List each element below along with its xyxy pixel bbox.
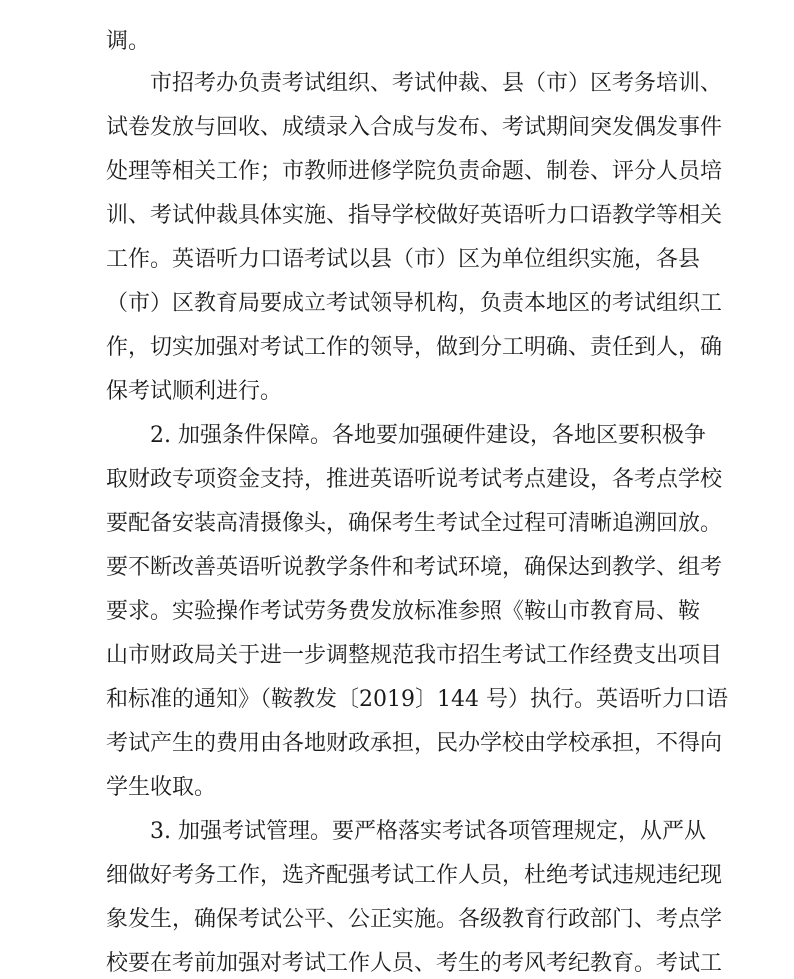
text-line: 取财政专项资金支持，推进英语听说考试考点建设，各考点学校: [106, 467, 723, 492]
text-line: 细做好考务工作，选齐配强考试工作人员，杜绝考试违规违纪现: [106, 863, 723, 888]
text-line: 象发生，确保考试公平、公正实施。各级教育行政部门、考点学: [106, 907, 723, 932]
text-line: 市招考办负责考试组织、考试仲裁、县（市）区考务培训、: [150, 71, 723, 96]
text-line: 要不断改善英语听说教学条件和考试环境，确保达到教学、组考: [106, 555, 723, 580]
text-line: 要配备安装高清摄像头，确保考生考试全过程可清晰追溯回放。: [106, 511, 723, 536]
text-line: 训、考试仲裁具体实施、指导学校做好英语听力口语教学等相关: [106, 203, 723, 228]
text-line: 要求。实验操作考试劳务费发放标准参照《鞍山市教育局、鞍: [106, 599, 701, 624]
text-line: 作，切实加强对考试工作的领导，做到分工明确、责任到人，确: [106, 335, 723, 360]
text-line: 山市财政局关于进一步调整规范我市招生考试工作经费支出项目: [106, 643, 723, 668]
text-line: 和标准的通知》（鞍教发〔2019〕144 号）执行。英语听力口语: [106, 687, 728, 712]
text-line: （市）区教育局要成立考试领导机构，负责本地区的考试组织工: [106, 291, 723, 316]
text-line: 保考试顺利进行。: [106, 379, 283, 404]
text-line: 学生收取。: [106, 775, 217, 800]
text-line: 处理等相关工作；市教师进修学院负责命题、制卷、评分人员培: [106, 159, 723, 184]
text-line: 3. 加强考试管理。要严格落实考试各项管理规定，从严从: [150, 819, 706, 844]
text-line: 2. 加强条件保障。各地要加强硬件建设，各地区要积极争: [150, 423, 706, 448]
text-line: 工作。英语听力口语考试以县（市）区为单位组织实施，各县: [106, 247, 701, 272]
text-line: 试卷发放与回收、成绩录入合成与发布、考试期间突发偶发事件: [106, 115, 723, 140]
text-line: 考试产生的费用由各地财政承担，民办学校由学校承担，不得向: [106, 731, 723, 756]
text-line: 调。: [106, 29, 151, 54]
text-line: 校要在考前加强对考试工作人员、考生的考风考纪教育。考试工: [106, 951, 723, 976]
